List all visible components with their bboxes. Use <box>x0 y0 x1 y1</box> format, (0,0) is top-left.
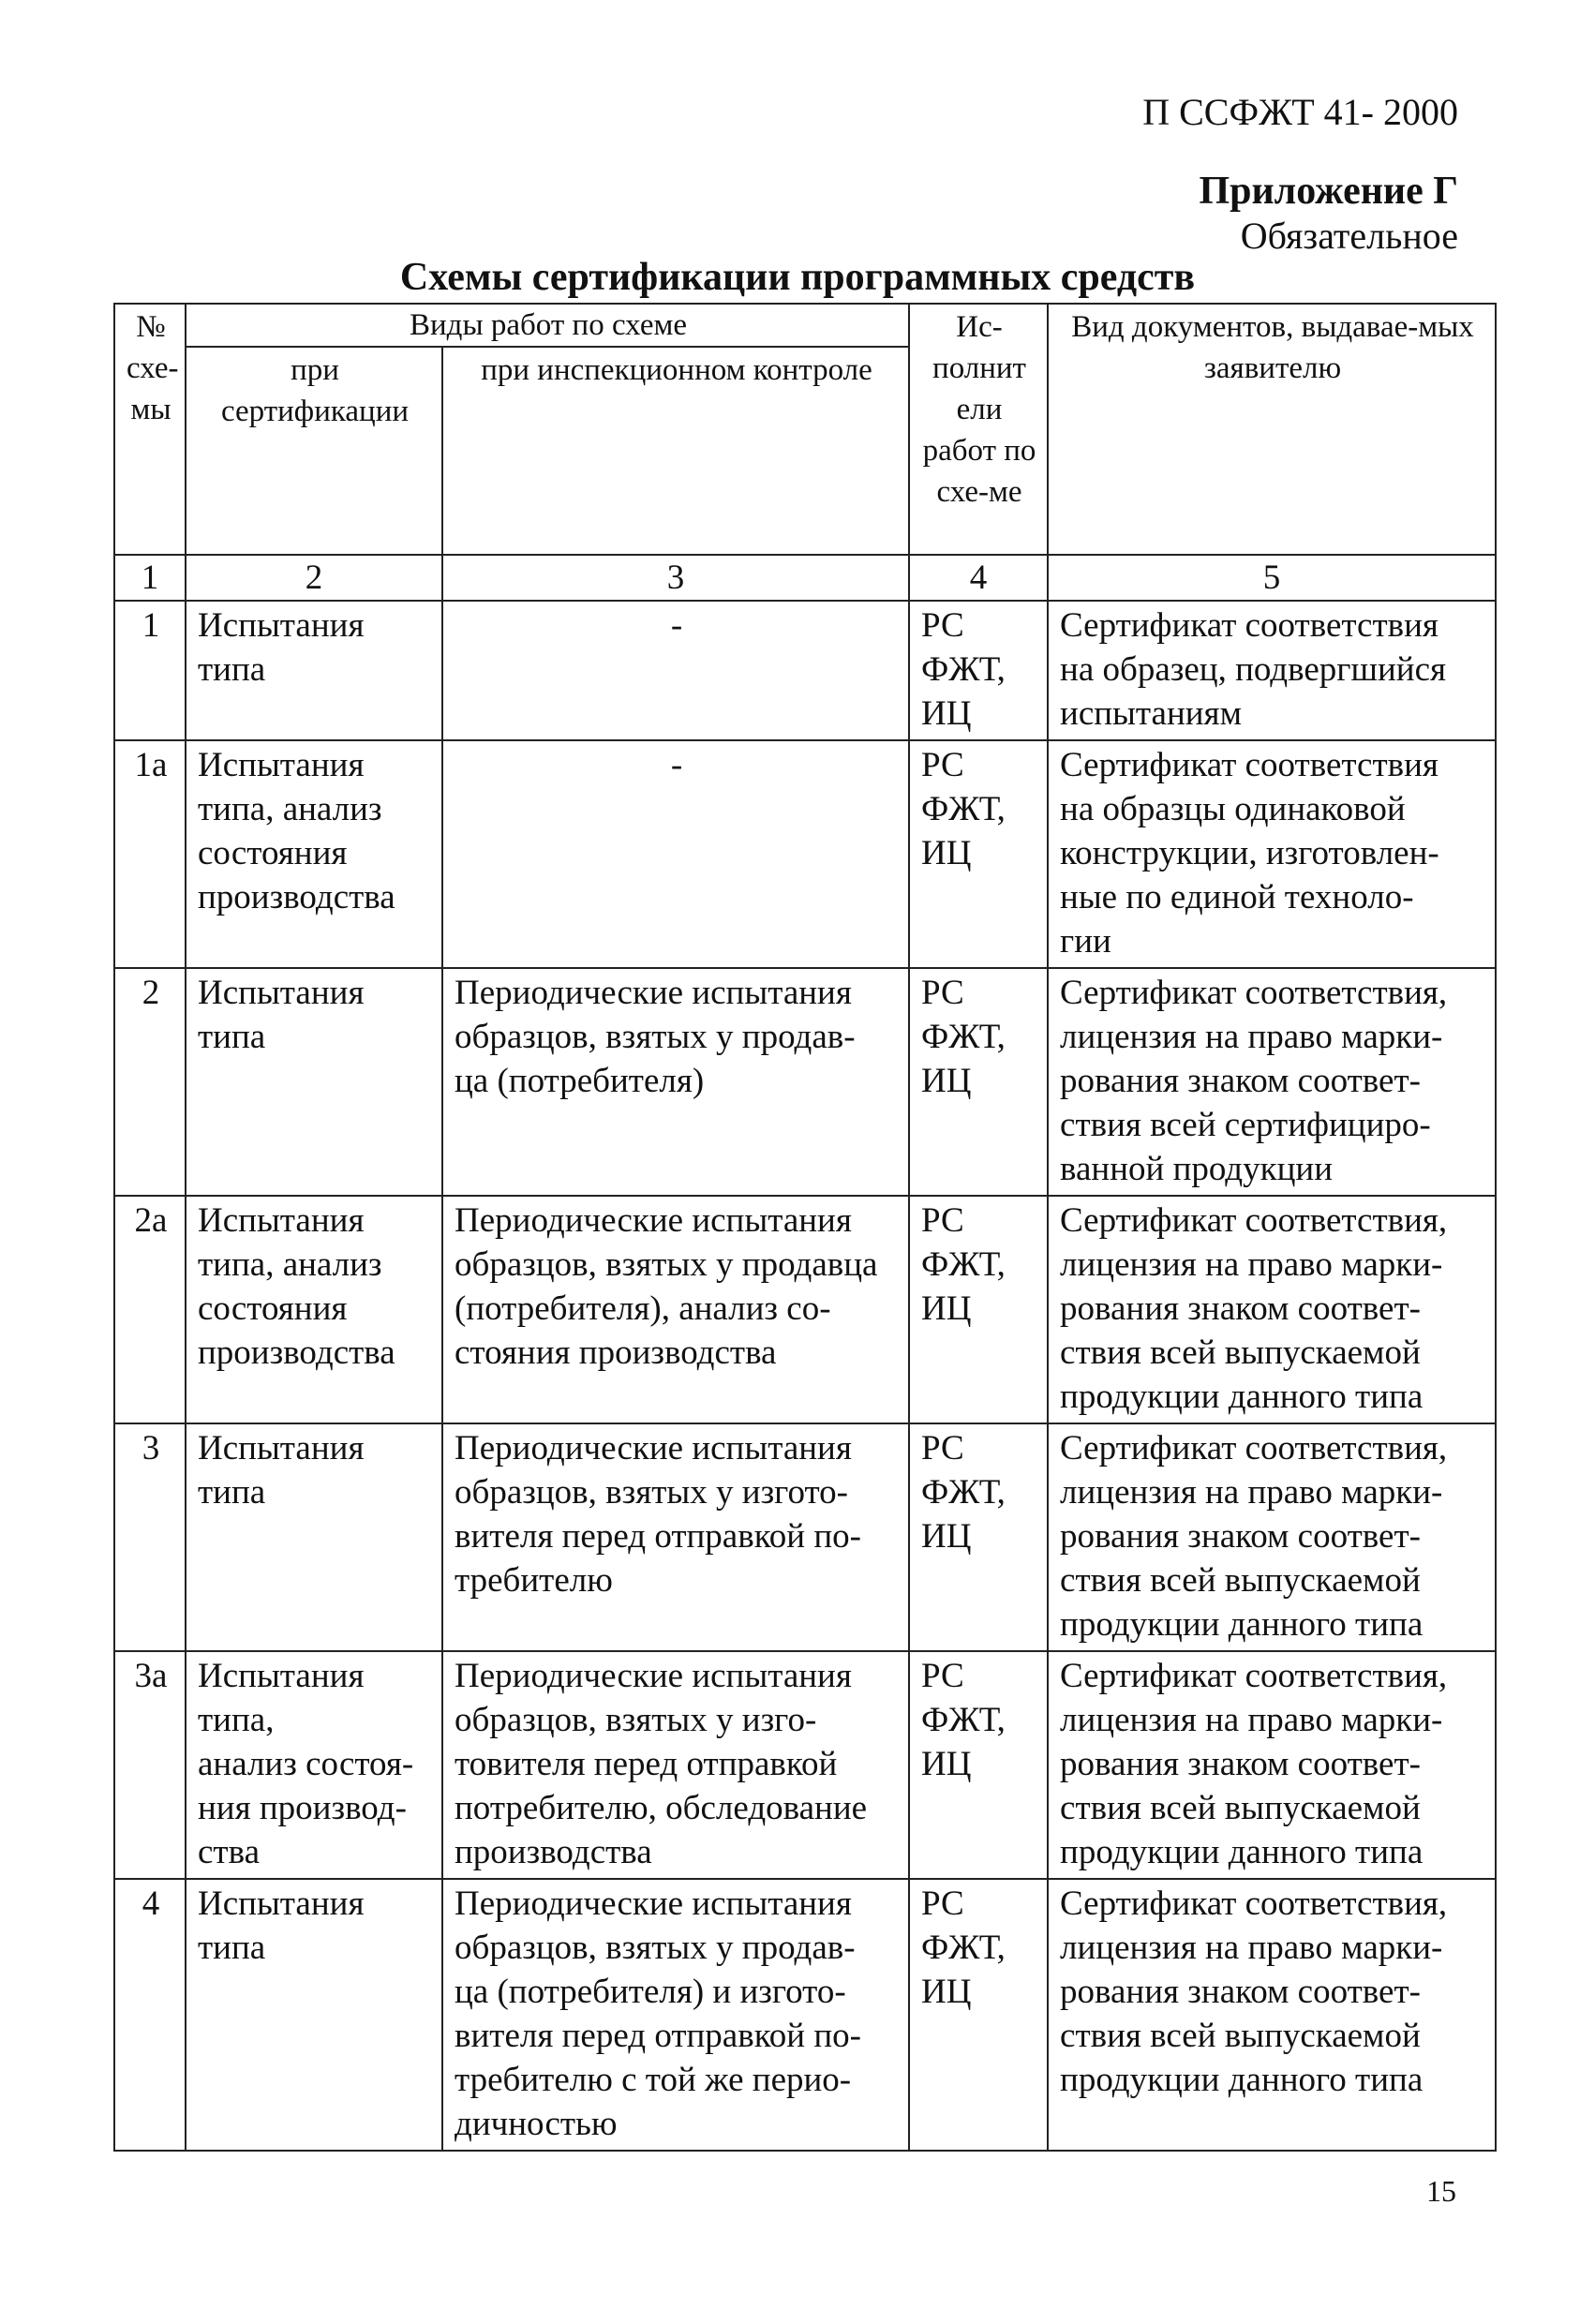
table-body <box>114 555 1496 2151</box>
cell-line: продукции данного типа <box>1060 1833 1424 1871</box>
certification-schemes-table <box>113 303 1497 2152</box>
cell-executors <box>909 740 1048 968</box>
cell-line: ФЖТ, <box>921 1473 1006 1512</box>
cell-line: производства <box>455 1833 652 1871</box>
cell-line: ИЦ <box>921 834 972 872</box>
cell-certification-work <box>186 1879 442 2151</box>
cell-line: рования знаком соответ- <box>1060 1289 1421 1328</box>
column-index: 4 <box>909 555 1048 601</box>
cell-line: ФЖТ, <box>921 1018 1006 1056</box>
cell-documents <box>1048 968 1496 1196</box>
cell-line: РС <box>921 606 964 645</box>
cell-line: Испытания <box>198 1429 365 1467</box>
cell-line: гии <box>1060 922 1111 961</box>
cell-line: ИЦ <box>921 1517 972 1556</box>
table-row <box>114 1651 1496 1879</box>
cell-line: ния производ- <box>198 1789 407 1827</box>
cell-inspection-work <box>442 1651 909 1879</box>
cell-line: образцов, взятых у изго- <box>455 1701 817 1739</box>
cell-line: ИЦ <box>921 1745 972 1783</box>
cell-inspection-work <box>442 968 909 1196</box>
table-row <box>114 968 1496 1196</box>
cell-scheme-number: 3а <box>114 1651 186 1879</box>
cell-line: Испытания <box>198 974 365 1012</box>
cell-line: рования знаком соответ- <box>1060 1745 1421 1783</box>
header-executors: Ис-полнит ели работ по схе-ме <box>909 304 1048 555</box>
cell-executors <box>909 968 1048 1196</box>
cell-documents <box>1048 1651 1496 1879</box>
header-at-inspection: при инспекционном контроле <box>442 347 909 555</box>
cell-line: образцов, взятых у продавца <box>455 1245 878 1284</box>
cell-line: лицензия на право марки- <box>1060 1018 1443 1056</box>
cell-line: типа, анализ <box>198 790 382 828</box>
cell-line: потребителю, обследование <box>455 1789 868 1827</box>
cell-line: РС <box>921 974 964 1012</box>
cell-line: Сертификат соответствия <box>1060 606 1438 645</box>
cell-line: вителя перед отправкой по- <box>455 1517 861 1556</box>
header-documents: Вид документов, выдавае-мых заявителю <box>1048 304 1496 555</box>
cell-line: ца (потребителя) и изгото- <box>455 1973 846 2011</box>
cell-line: - <box>670 746 683 784</box>
table-row <box>114 1879 1496 2151</box>
header-at-certification: при сертификации <box>186 347 442 555</box>
cell-line: Периодические испытания <box>455 1657 852 1695</box>
cell-line: лицензия на право марки- <box>1060 1245 1443 1284</box>
cell-line: образцов, взятых у изгото- <box>455 1473 848 1512</box>
cell-line: требителю с той же перио- <box>455 2061 852 2099</box>
cell-line: ные по единой техноло- <box>1060 878 1414 916</box>
cell-line: Периодические испытания <box>455 1429 852 1467</box>
cell-inspection-work <box>442 601 909 740</box>
cell-line: Сертификат соответствия <box>1060 746 1438 784</box>
cell-inspection-work <box>442 1423 909 1651</box>
cell-executors <box>909 1196 1048 1423</box>
cell-executors <box>909 601 1048 740</box>
cell-certification-work <box>186 740 442 968</box>
cell-line: ствия всей выпускаемой <box>1060 1333 1421 1372</box>
cell-line: состояния <box>198 1289 348 1328</box>
cell-line: на образец, подвергшийся <box>1060 650 1447 689</box>
cell-line: ИЦ <box>921 1973 972 2011</box>
column-index-row <box>114 555 1496 601</box>
cell-inspection-work <box>442 740 909 968</box>
column-index: 2 <box>186 555 442 601</box>
cell-certification-work <box>186 1651 442 1879</box>
cell-line: Периодические испытания <box>455 1885 852 1923</box>
cell-documents <box>1048 740 1496 968</box>
cell-executors <box>909 1879 1048 2151</box>
cell-line: производства <box>198 878 395 916</box>
cell-line: производства <box>198 1333 395 1372</box>
table-title: Схемы сертификации программных средств <box>399 256 1196 299</box>
cell-line: ца (потребителя) <box>455 1062 705 1100</box>
cell-executors <box>909 1423 1048 1651</box>
header-row-top <box>114 304 1496 347</box>
cell-line: стояния производства <box>455 1333 777 1372</box>
column-index: 3 <box>442 555 909 601</box>
header-work-types: Виды работ по схеме <box>186 304 909 347</box>
cell-line: ства <box>198 1833 260 1871</box>
cell-line: Периодические испытания <box>455 974 852 1012</box>
cell-scheme-number: 1 <box>114 601 186 740</box>
cell-scheme-number: 3 <box>114 1423 186 1651</box>
cell-line: Периодические испытания <box>455 1201 852 1240</box>
cell-line: ствия всей выпускаемой <box>1060 1789 1421 1827</box>
cell-line: испытаниям <box>1060 694 1242 733</box>
cell-line: Испытания <box>198 1657 365 1695</box>
header-scheme-number: № схе-мы <box>114 304 186 555</box>
cell-line: ФЖТ, <box>921 1701 1006 1739</box>
cell-certification-work <box>186 968 442 1196</box>
table-row <box>114 1423 1496 1651</box>
table-row <box>114 601 1496 740</box>
cell-line: ствия всей выпускаемой <box>1060 1561 1421 1600</box>
cell-line: РС <box>921 1885 964 1923</box>
cell-line: (потребителя), анализ со- <box>455 1289 831 1328</box>
cell-line: РС <box>921 1657 964 1695</box>
cell-documents <box>1048 1196 1496 1423</box>
cell-scheme-number: 1а <box>114 740 186 968</box>
cell-line: РС <box>921 1429 964 1467</box>
cell-line: вителя перед отправкой по- <box>455 2017 861 2055</box>
cell-line: лицензия на право марки- <box>1060 1473 1443 1512</box>
table-row <box>114 1196 1496 1423</box>
cell-line: состояния <box>198 834 348 872</box>
cell-line: на образцы одинаковой <box>1060 790 1406 828</box>
cell-line: типа, анализ <box>198 1245 382 1284</box>
cell-inspection-work <box>442 1196 909 1423</box>
cell-line: Испытания <box>198 1201 365 1240</box>
cell-line: образцов, взятых у продав- <box>455 1929 856 1967</box>
page-number: 15 <box>1426 2174 1456 2208</box>
cell-line: типа <box>198 650 266 689</box>
cell-line: типа <box>198 1018 266 1056</box>
cell-line: образцов, взятых у продав- <box>455 1018 856 1056</box>
cell-inspection-work <box>442 1879 909 2151</box>
cell-line: продукции данного типа <box>1060 1378 1424 1416</box>
cell-line: типа, <box>198 1701 275 1739</box>
cell-certification-work <box>186 1423 442 1651</box>
cell-line: рования знаком соответ- <box>1060 1062 1421 1100</box>
cell-line: продукции данного типа <box>1060 2061 1424 2099</box>
cell-line: ванной продукции <box>1060 1150 1334 1188</box>
cell-line: ФЖТ, <box>921 1929 1006 1967</box>
cell-line: типа <box>198 1473 266 1512</box>
cell-line: ФЖТ, <box>921 650 1006 689</box>
cell-line: ФЖТ, <box>921 790 1006 828</box>
cell-line: ИЦ <box>921 1289 972 1328</box>
column-index: 5 <box>1048 555 1496 601</box>
cell-line: конструкции, изготовлен- <box>1060 834 1439 872</box>
cell-line: товителя перед отправкой <box>455 1745 838 1783</box>
cell-line: ствия всей сертифициро- <box>1060 1106 1431 1144</box>
cell-documents <box>1048 601 1496 740</box>
cell-line: Испытания <box>198 1885 365 1923</box>
cell-line: Испытания <box>198 606 365 645</box>
cell-line: ИЦ <box>921 694 972 733</box>
cell-certification-work <box>186 601 442 740</box>
cell-line: лицензия на право марки- <box>1060 1701 1443 1739</box>
cell-line: рования знаком соответ- <box>1060 1517 1421 1556</box>
cell-line: дичностью <box>455 2105 618 2143</box>
cell-executors <box>909 1651 1048 1879</box>
cell-scheme-number: 4 <box>114 1879 186 2151</box>
cell-line: типа <box>198 1929 266 1967</box>
column-index: 1 <box>114 555 186 601</box>
cell-line: Сертификат соответствия, <box>1060 1657 1448 1695</box>
cell-line: ствия всей выпускаемой <box>1060 2017 1421 2055</box>
cell-line: Сертификат соответствия, <box>1060 1201 1448 1240</box>
cell-line: рования знаком соответ- <box>1060 1973 1421 2011</box>
cell-line: Сертификат соответствия, <box>1060 1429 1448 1467</box>
cell-scheme-number: 2 <box>114 968 186 1196</box>
cell-line: продукции данного типа <box>1060 1605 1424 1644</box>
cell-documents <box>1048 1879 1496 2151</box>
cell-line: Сертификат соответствия, <box>1060 974 1448 1012</box>
appendix-title: Приложение Г <box>1199 170 1458 213</box>
cell-scheme-number: 2а <box>114 1196 186 1423</box>
cell-line: ИЦ <box>921 1062 972 1100</box>
cell-line: РС <box>921 1201 964 1240</box>
cell-line: анализ состоя- <box>198 1745 414 1783</box>
cell-line: - <box>670 606 683 645</box>
cell-line: ФЖТ, <box>921 1245 1006 1284</box>
cell-certification-work <box>186 1196 442 1423</box>
table-row <box>114 740 1496 968</box>
cell-line: Испытания <box>198 746 365 784</box>
cell-line: РС <box>921 746 964 784</box>
cell-line: Сертификат соответствия, <box>1060 1885 1448 1923</box>
doc-code: П ССФЖТ 41- 2000 <box>1142 91 1458 133</box>
cell-line: требителю <box>455 1561 613 1600</box>
cell-line: лицензия на право марки- <box>1060 1929 1443 1967</box>
appendix-status: Обязательное <box>1240 215 1458 257</box>
cell-documents <box>1048 1423 1496 1651</box>
